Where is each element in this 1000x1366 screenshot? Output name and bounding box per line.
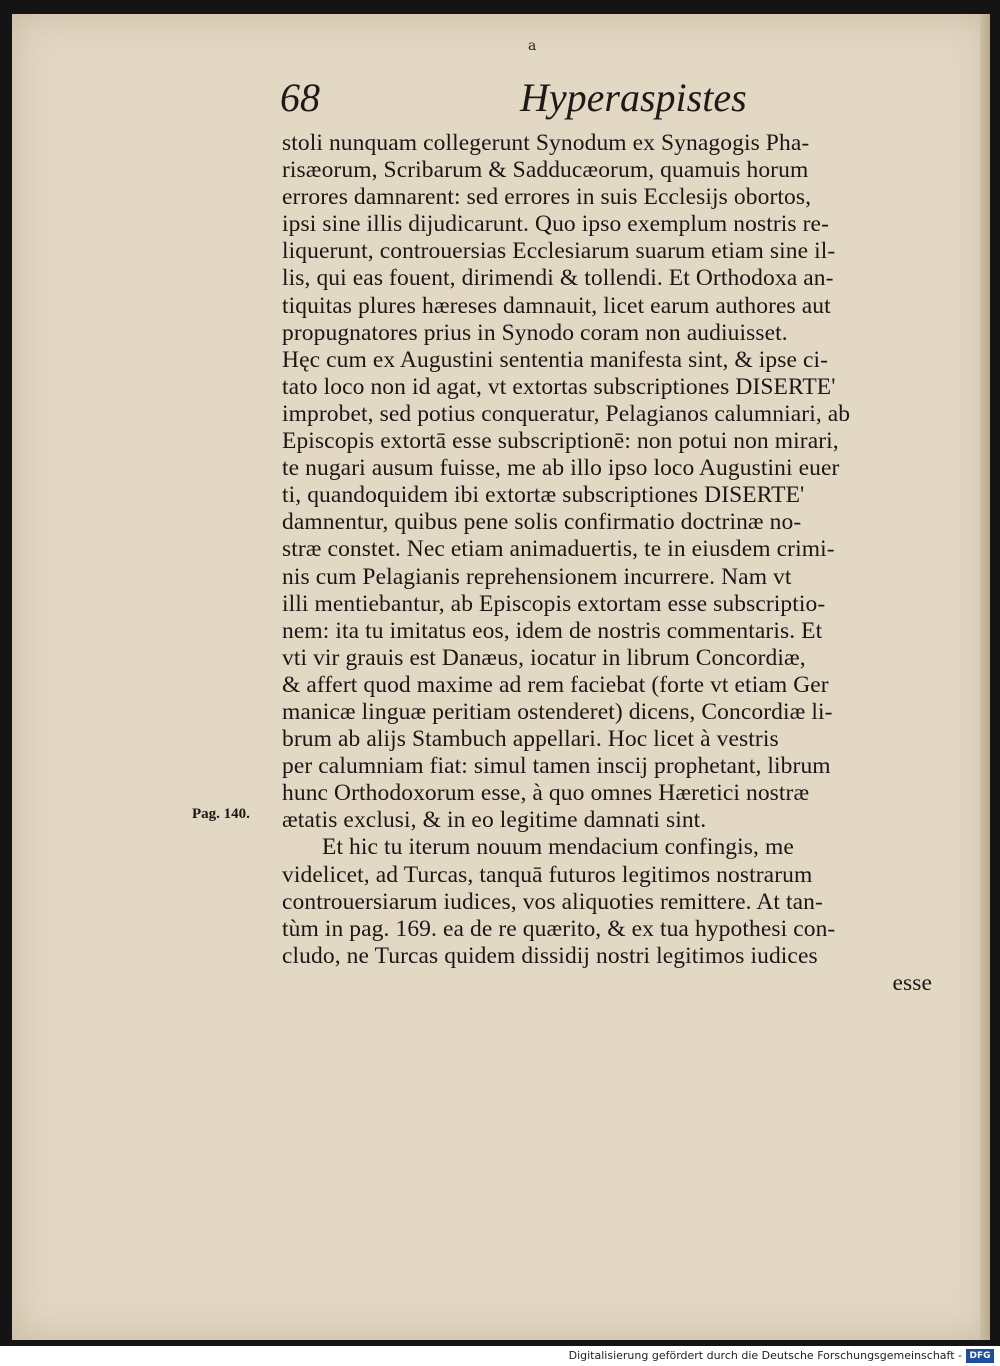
text-line: Hęc cum ex Augustini sententia manifesta sint, & ipse ci- xyxy=(282,346,829,373)
text-line: illi mentiebantur, ab Episcopis extortam esse subscriptio- xyxy=(282,590,826,617)
page-header xyxy=(270,74,950,130)
text-line: hunc Orthodoxorum esse, à quo omnes Hæretici nostræ xyxy=(282,780,810,807)
text-line: controuersiarum iudices, vos aliquoties remittere. At tan- xyxy=(282,888,823,915)
text-line: videlicet, ad Turcas, tanquā futuros legitimos nostrarum xyxy=(282,861,813,888)
text-line: lis, qui eas fouent, dirimendi & tollendi. Et Orthodoxa an- xyxy=(282,265,834,292)
text-line: improbet, sed potius conqueratur, Pelagianos calumniari, ab xyxy=(282,400,851,427)
page-edge xyxy=(980,14,990,1340)
body-text xyxy=(282,130,942,997)
funding-notice: Digitalisierung gefördert durch die Deutsche Forschungsgemeinschaft - xyxy=(568,1349,962,1362)
text-line: stoli nunquam collegerunt Synodum ex Synagogis Pha- xyxy=(282,130,810,156)
text-line: Episcopis extortā esse subscriptionē: non potui non mirari, xyxy=(282,428,839,455)
margin-note: Pag. 140. xyxy=(192,806,250,822)
text-line: stræ constet. Nec etiam animaduertis, te in eiusdem crimi- xyxy=(282,536,835,563)
text-line: liquerunt, controuersias Ecclesiarum suarum etiam sine il- xyxy=(282,238,836,265)
catchword: esse xyxy=(892,969,932,996)
text-line: brum ab alijs Stambuch appellari. Hoc licet à vestris xyxy=(282,726,779,753)
dfg-logo-icon: DFG xyxy=(966,1349,994,1363)
text-line: damnentur, quibus pene solis confirmatio doctrinæ no- xyxy=(282,509,802,536)
text-line: ipsi sine illis dijudicarunt. Quo ipso exemplum nostris re- xyxy=(282,211,829,238)
text-line: tùm in pag. 169. ea de re quærito, & ex tua hypothesi con- xyxy=(282,915,836,942)
footer-bar xyxy=(0,1346,1000,1366)
paragraph-start-line: Et hic tu iterum nouum mendacium confingis, me xyxy=(322,834,794,861)
text-line: cludo, ne Turcas quidem dissidij nostri legitimos iudices xyxy=(282,942,818,969)
signature-mark: a xyxy=(528,38,537,54)
text-line: risæorum, Scribarum & Sadducæorum, quamuis horum xyxy=(282,157,809,184)
page-number: 68 xyxy=(280,75,320,120)
text-line: vti vir grauis est Danæus, iocatur in librum Concordiæ, xyxy=(282,644,806,671)
text-line: ætatis exclusi, & in eo legitime damnati sint. xyxy=(282,807,707,834)
text-line: propugnatores prius in Synodo coram non audiuisset. xyxy=(282,319,788,346)
text-line: manicæ linguæ peritiam ostenderet) dicens, Concordiæ li- xyxy=(282,698,833,725)
text-line: nem: ita tu imitatus eos, idem de nostris commentaris. Et xyxy=(282,617,823,644)
text-line: per calumniam fiat: simul tamen inscij prophetant, librum xyxy=(282,753,831,780)
text-line: tato loco non id agat, vt extortas subscriptiones DISERTE' xyxy=(282,373,836,400)
text-line: ti, quandoquidem ibi extortæ subscriptiones DISERTE' xyxy=(282,482,805,509)
text-line: errores damnarent: sed errores in suis Ecclesijs obortos, xyxy=(282,184,812,211)
text-line: tiquitas plures hæreses damnauit, licet earum authores aut xyxy=(282,292,831,319)
text-line: te nugari ausum fuisse, me ab illo ipso loco Augustini euer xyxy=(282,455,840,482)
text-line: & affert quod maxime ad rem faciebat (forte vt etiam Ger xyxy=(282,671,829,698)
running-title: Hyperaspistes xyxy=(520,75,747,120)
text-line: nis cum Pelagianis reprehensionem incurrere. Nam vt xyxy=(282,563,792,590)
